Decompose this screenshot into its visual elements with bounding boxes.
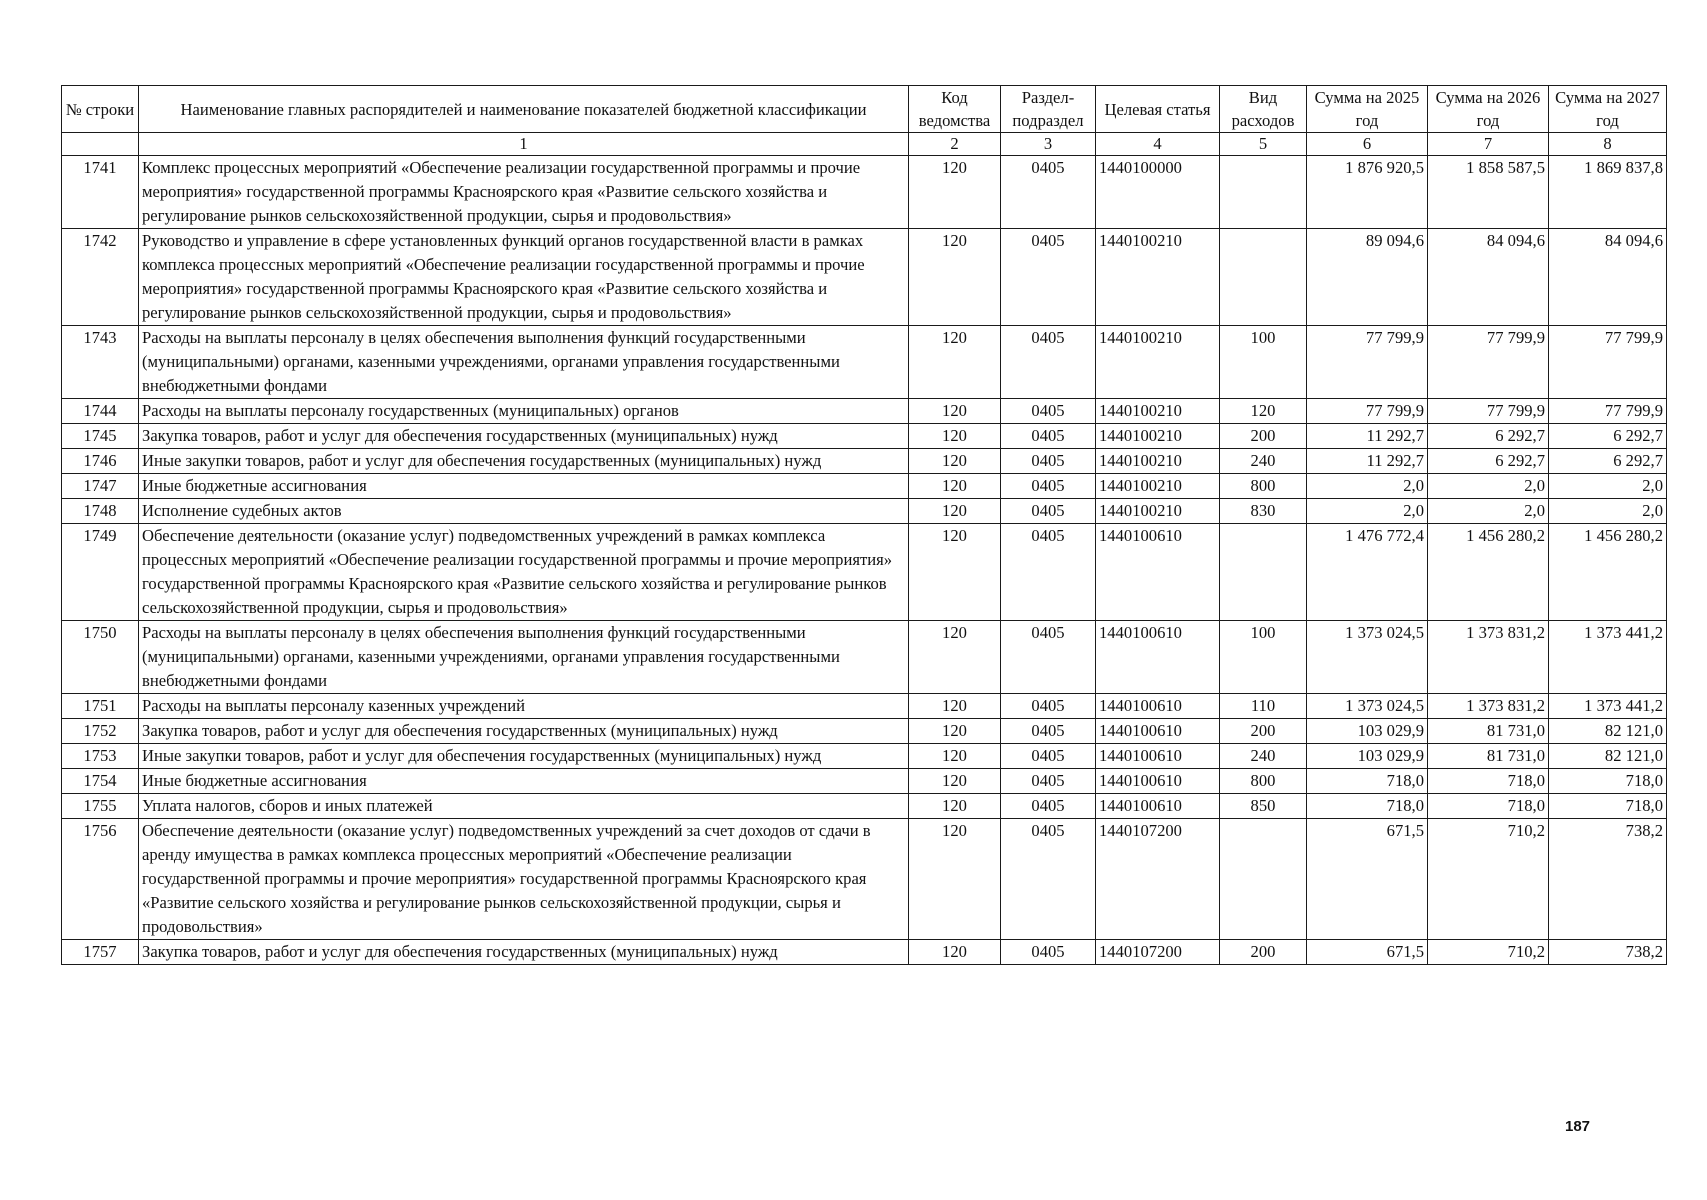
sum-2027-cell: 718,0 bbox=[1549, 769, 1667, 794]
sum-2025-cell: 77 799,9 bbox=[1307, 326, 1428, 399]
sum-2026-cell: 81 731,0 bbox=[1428, 719, 1549, 744]
column-number bbox=[62, 133, 139, 156]
table-row bbox=[62, 424, 1667, 449]
section-cell: 0405 bbox=[1001, 744, 1096, 769]
sum-2026-cell: 710,2 bbox=[1428, 819, 1549, 940]
header-name: Наименование главных распорядителей и наименование показателей бюджетной классификации bbox=[139, 86, 909, 133]
column-number: 4 bbox=[1096, 133, 1220, 156]
column-number: 5 bbox=[1220, 133, 1307, 156]
sum-2027-cell: 6 292,7 bbox=[1549, 424, 1667, 449]
header-row bbox=[62, 86, 1667, 133]
article-cell: 1440100210 bbox=[1096, 499, 1220, 524]
expense-kind-cell: 100 bbox=[1220, 326, 1307, 399]
dept-code-cell: 120 bbox=[909, 399, 1001, 424]
sum-2025-cell: 2,0 bbox=[1307, 499, 1428, 524]
article-cell: 1440100210 bbox=[1096, 449, 1220, 474]
sum-2027-cell: 6 292,7 bbox=[1549, 449, 1667, 474]
article-cell: 1440100610 bbox=[1096, 694, 1220, 719]
row-name-cell: Закупка товаров, работ и услуг для обеспечения государственных (муниципальных) нужд bbox=[139, 719, 909, 744]
expense-kind-cell: 850 bbox=[1220, 794, 1307, 819]
dept-code-cell: 120 bbox=[909, 940, 1001, 965]
dept-code-cell: 120 bbox=[909, 769, 1001, 794]
article-cell: 1440100610 bbox=[1096, 524, 1220, 621]
dept-code-cell: 120 bbox=[909, 719, 1001, 744]
row-name-cell: Уплата налогов, сборов и иных платежей bbox=[139, 794, 909, 819]
row-number-cell: 1742 bbox=[62, 229, 139, 326]
row-number-cell: 1746 bbox=[62, 449, 139, 474]
sum-2026-cell: 77 799,9 bbox=[1428, 399, 1549, 424]
article-cell: 1440100210 bbox=[1096, 229, 1220, 326]
expense-kind-cell: 200 bbox=[1220, 719, 1307, 744]
table-row bbox=[62, 399, 1667, 424]
sum-2025-cell: 1 373 024,5 bbox=[1307, 621, 1428, 694]
sum-2025-cell: 1 476 772,4 bbox=[1307, 524, 1428, 621]
expense-kind-cell bbox=[1220, 819, 1307, 940]
sum-2025-cell: 671,5 bbox=[1307, 940, 1428, 965]
sum-2027-cell: 77 799,9 bbox=[1549, 399, 1667, 424]
section-cell: 0405 bbox=[1001, 940, 1096, 965]
sum-2026-cell: 2,0 bbox=[1428, 499, 1549, 524]
row-number-cell: 1741 bbox=[62, 156, 139, 229]
table-row bbox=[62, 694, 1667, 719]
sum-2026-cell: 77 799,9 bbox=[1428, 326, 1549, 399]
column-number-row bbox=[62, 133, 1667, 156]
row-name-cell: Иные бюджетные ассигнования bbox=[139, 474, 909, 499]
sum-2026-cell: 6 292,7 bbox=[1428, 424, 1549, 449]
sum-2025-cell: 2,0 bbox=[1307, 474, 1428, 499]
expense-kind-cell: 120 bbox=[1220, 399, 1307, 424]
sum-2027-cell: 1 869 837,8 bbox=[1549, 156, 1667, 229]
sum-2026-cell: 710,2 bbox=[1428, 940, 1549, 965]
expense-kind-cell bbox=[1220, 524, 1307, 621]
row-name-cell: Расходы на выплаты персоналу казенных учреждений bbox=[139, 694, 909, 719]
row-name-cell: Закупка товаров, работ и услуг для обеспечения государственных (муниципальных) нужд bbox=[139, 940, 909, 965]
table-row bbox=[62, 449, 1667, 474]
sum-2027-cell: 2,0 bbox=[1549, 474, 1667, 499]
section-cell: 0405 bbox=[1001, 449, 1096, 474]
column-number: 8 bbox=[1549, 133, 1667, 156]
sum-2027-cell: 84 094,6 bbox=[1549, 229, 1667, 326]
row-number-cell: 1748 bbox=[62, 499, 139, 524]
row-number-cell: 1745 bbox=[62, 424, 139, 449]
section-cell: 0405 bbox=[1001, 719, 1096, 744]
expense-kind-cell: 800 bbox=[1220, 474, 1307, 499]
column-number: 3 bbox=[1001, 133, 1096, 156]
expense-kind-cell: 240 bbox=[1220, 449, 1307, 474]
column-number: 7 bbox=[1428, 133, 1549, 156]
sum-2027-cell: 738,2 bbox=[1549, 940, 1667, 965]
section-cell: 0405 bbox=[1001, 819, 1096, 940]
header-sum-2025: Сумма на 2025 год bbox=[1307, 86, 1428, 133]
row-number-cell: 1757 bbox=[62, 940, 139, 965]
section-cell: 0405 bbox=[1001, 694, 1096, 719]
section-cell: 0405 bbox=[1001, 156, 1096, 229]
column-number: 1 bbox=[139, 133, 909, 156]
article-cell: 1440100610 bbox=[1096, 621, 1220, 694]
table-row bbox=[62, 940, 1667, 965]
sum-2025-cell: 103 029,9 bbox=[1307, 719, 1428, 744]
header-section: Раздел- подраздел bbox=[1001, 86, 1096, 133]
sum-2026-cell: 84 094,6 bbox=[1428, 229, 1549, 326]
expense-kind-cell: 240 bbox=[1220, 744, 1307, 769]
sum-2026-cell: 2,0 bbox=[1428, 474, 1549, 499]
expense-kind-cell bbox=[1220, 229, 1307, 326]
sum-2026-cell: 1 373 831,2 bbox=[1428, 621, 1549, 694]
sum-2026-cell: 1 373 831,2 bbox=[1428, 694, 1549, 719]
sum-2025-cell: 718,0 bbox=[1307, 769, 1428, 794]
table-row bbox=[62, 326, 1667, 399]
table-body bbox=[62, 156, 1667, 965]
header-row-no: № строки bbox=[62, 86, 139, 133]
sum-2027-cell: 1 373 441,2 bbox=[1549, 621, 1667, 694]
article-cell: 1440100210 bbox=[1096, 326, 1220, 399]
row-number-cell: 1744 bbox=[62, 399, 139, 424]
sum-2027-cell: 718,0 bbox=[1549, 794, 1667, 819]
row-name-cell: Исполнение судебных актов bbox=[139, 499, 909, 524]
article-cell: 1440100210 bbox=[1096, 424, 1220, 449]
row-number-cell: 1752 bbox=[62, 719, 139, 744]
header-sum-2026: Сумма на 2026 год bbox=[1428, 86, 1549, 133]
sum-2026-cell: 1 456 280,2 bbox=[1428, 524, 1549, 621]
table-row bbox=[62, 524, 1667, 621]
row-number-cell: 1751 bbox=[62, 694, 139, 719]
dept-code-cell: 120 bbox=[909, 156, 1001, 229]
table-row bbox=[62, 819, 1667, 940]
article-cell: 1440100210 bbox=[1096, 399, 1220, 424]
section-cell: 0405 bbox=[1001, 769, 1096, 794]
table-row bbox=[62, 719, 1667, 744]
article-cell: 1440100610 bbox=[1096, 744, 1220, 769]
sum-2025-cell: 718,0 bbox=[1307, 794, 1428, 819]
dept-code-cell: 120 bbox=[909, 621, 1001, 694]
table-row bbox=[62, 794, 1667, 819]
header-sum-2027: Сумма на 2027 год bbox=[1549, 86, 1667, 133]
section-cell: 0405 bbox=[1001, 399, 1096, 424]
sum-2027-cell: 77 799,9 bbox=[1549, 326, 1667, 399]
section-cell: 0405 bbox=[1001, 524, 1096, 621]
expense-kind-cell: 100 bbox=[1220, 621, 1307, 694]
section-cell: 0405 bbox=[1001, 229, 1096, 326]
dept-code-cell: 120 bbox=[909, 229, 1001, 326]
column-number: 2 bbox=[909, 133, 1001, 156]
sum-2027-cell: 2,0 bbox=[1549, 499, 1667, 524]
column-number: 6 bbox=[1307, 133, 1428, 156]
row-name-cell: Обеспечение деятельности (оказание услуг) подведомственных учреждений в рамках комплекса процессных мероприятий «Обеспечение реализации государственной программы и прочие мероприятия» государственной программы Красноярского края «Развитие сельского хозяйства и регулирование рынков сельскохозяйственной продукции, сырья и продовольствия» bbox=[139, 524, 909, 621]
row-number-cell: 1747 bbox=[62, 474, 139, 499]
table-row bbox=[62, 621, 1667, 694]
table-row bbox=[62, 156, 1667, 229]
sum-2027-cell: 738,2 bbox=[1549, 819, 1667, 940]
sum-2025-cell: 89 094,6 bbox=[1307, 229, 1428, 326]
article-cell: 1440100000 bbox=[1096, 156, 1220, 229]
sum-2027-cell: 1 456 280,2 bbox=[1549, 524, 1667, 621]
expense-kind-cell: 800 bbox=[1220, 769, 1307, 794]
table-row bbox=[62, 744, 1667, 769]
header-article: Целевая статья bbox=[1096, 86, 1220, 133]
sum-2025-cell: 11 292,7 bbox=[1307, 424, 1428, 449]
dept-code-cell: 120 bbox=[909, 694, 1001, 719]
article-cell: 1440100610 bbox=[1096, 719, 1220, 744]
section-cell: 0405 bbox=[1001, 621, 1096, 694]
row-number-cell: 1756 bbox=[62, 819, 139, 940]
dept-code-cell: 120 bbox=[909, 499, 1001, 524]
expense-kind-cell: 830 bbox=[1220, 499, 1307, 524]
table-row bbox=[62, 499, 1667, 524]
row-name-cell: Обеспечение деятельности (оказание услуг) подведомственных учреждений за счет доходов от сдачи в аренду имущества в рамках комплекса процессных мероприятий «Обеспечение реализации государственной программы и прочие мероприятия» государственной программы Красноярского края «Развитие сельского хозяйства и регулирование рынков сельскохозяйственной продукции, сырья и продовольствия» bbox=[139, 819, 909, 940]
row-number-cell: 1749 bbox=[62, 524, 139, 621]
sum-2027-cell: 82 121,0 bbox=[1549, 719, 1667, 744]
dept-code-cell: 120 bbox=[909, 524, 1001, 621]
section-cell: 0405 bbox=[1001, 794, 1096, 819]
sum-2026-cell: 718,0 bbox=[1428, 769, 1549, 794]
dept-code-cell: 120 bbox=[909, 449, 1001, 474]
sum-2025-cell: 1 373 024,5 bbox=[1307, 694, 1428, 719]
article-cell: 1440100610 bbox=[1096, 794, 1220, 819]
expense-kind-cell: 200 bbox=[1220, 940, 1307, 965]
dept-code-cell: 120 bbox=[909, 794, 1001, 819]
row-name-cell: Закупка товаров, работ и услуг для обеспечения государственных (муниципальных) нужд bbox=[139, 424, 909, 449]
row-name-cell: Иные закупки товаров, работ и услуг для обеспечения государственных (муниципальных) нужд bbox=[139, 744, 909, 769]
sum-2025-cell: 671,5 bbox=[1307, 819, 1428, 940]
article-cell: 1440100210 bbox=[1096, 474, 1220, 499]
article-cell: 1440107200 bbox=[1096, 819, 1220, 940]
sum-2026-cell: 718,0 bbox=[1428, 794, 1549, 819]
section-cell: 0405 bbox=[1001, 499, 1096, 524]
sum-2025-cell: 77 799,9 bbox=[1307, 399, 1428, 424]
section-cell: 0405 bbox=[1001, 474, 1096, 499]
row-number-cell: 1755 bbox=[62, 794, 139, 819]
article-cell: 1440107200 bbox=[1096, 940, 1220, 965]
table-row bbox=[62, 474, 1667, 499]
row-name-cell: Расходы на выплаты персоналу государственных (муниципальных) органов bbox=[139, 399, 909, 424]
row-name-cell: Иные бюджетные ассигнования bbox=[139, 769, 909, 794]
row-name-cell: Расходы на выплаты персоналу в целях обеспечения выполнения функций государственными (муниципальными) органами, казенными учреждениями, органами управления государственными внебюджетными фондами bbox=[139, 326, 909, 399]
row-name-cell: Руководство и управление в сфере установленных функций органов государственной власти в рамках комплекса процессных мероприятий «Обеспечение реализации государственной программы и прочие мероприятия» государственной программы Красноярского края «Развитие сельского хозяйства и регулирование рынков сельскохозяйственной продукции, сырья и продовольствия» bbox=[139, 229, 909, 326]
sum-2025-cell: 1 876 920,5 bbox=[1307, 156, 1428, 229]
header-expense-kind: Вид расходов bbox=[1220, 86, 1307, 133]
article-cell: 1440100610 bbox=[1096, 769, 1220, 794]
section-cell: 0405 bbox=[1001, 326, 1096, 399]
table-row bbox=[62, 769, 1667, 794]
page-number: 187 bbox=[1565, 1118, 1591, 1135]
dept-code-cell: 120 bbox=[909, 326, 1001, 399]
dept-code-cell: 120 bbox=[909, 474, 1001, 499]
sum-2026-cell: 81 731,0 bbox=[1428, 744, 1549, 769]
expense-kind-cell: 110 bbox=[1220, 694, 1307, 719]
section-cell: 0405 bbox=[1001, 424, 1096, 449]
row-number-cell: 1753 bbox=[62, 744, 139, 769]
table-row bbox=[62, 229, 1667, 326]
dept-code-cell: 120 bbox=[909, 819, 1001, 940]
row-number-cell: 1754 bbox=[62, 769, 139, 794]
row-name-cell: Иные закупки товаров, работ и услуг для обеспечения государственных (муниципальных) нужд bbox=[139, 449, 909, 474]
sum-2025-cell: 11 292,7 bbox=[1307, 449, 1428, 474]
sum-2027-cell: 82 121,0 bbox=[1549, 744, 1667, 769]
sum-2026-cell: 1 858 587,5 bbox=[1428, 156, 1549, 229]
expense-kind-cell: 200 bbox=[1220, 424, 1307, 449]
header-dept-code: Код ведомства bbox=[909, 86, 1001, 133]
budget-table bbox=[61, 85, 1667, 965]
sum-2027-cell: 1 373 441,2 bbox=[1549, 694, 1667, 719]
row-number-cell: 1743 bbox=[62, 326, 139, 399]
row-name-cell: Расходы на выплаты персоналу в целях обеспечения выполнения функций государственными (муниципальными) органами, казенными учреждениями, органами управления государственными внебюджетными фондами bbox=[139, 621, 909, 694]
dept-code-cell: 120 bbox=[909, 424, 1001, 449]
row-name-cell: Комплекс процессных мероприятий «Обеспечение реализации государственной программы и прочие мероприятия» государственной программы Красноярского края «Развитие сельского хозяйства и регулирование рынков сельскохозяйственной продукции, сырья и продовольствия» bbox=[139, 156, 909, 229]
sum-2025-cell: 103 029,9 bbox=[1307, 744, 1428, 769]
expense-kind-cell bbox=[1220, 156, 1307, 229]
row-number-cell: 1750 bbox=[62, 621, 139, 694]
sum-2026-cell: 6 292,7 bbox=[1428, 449, 1549, 474]
dept-code-cell: 120 bbox=[909, 744, 1001, 769]
